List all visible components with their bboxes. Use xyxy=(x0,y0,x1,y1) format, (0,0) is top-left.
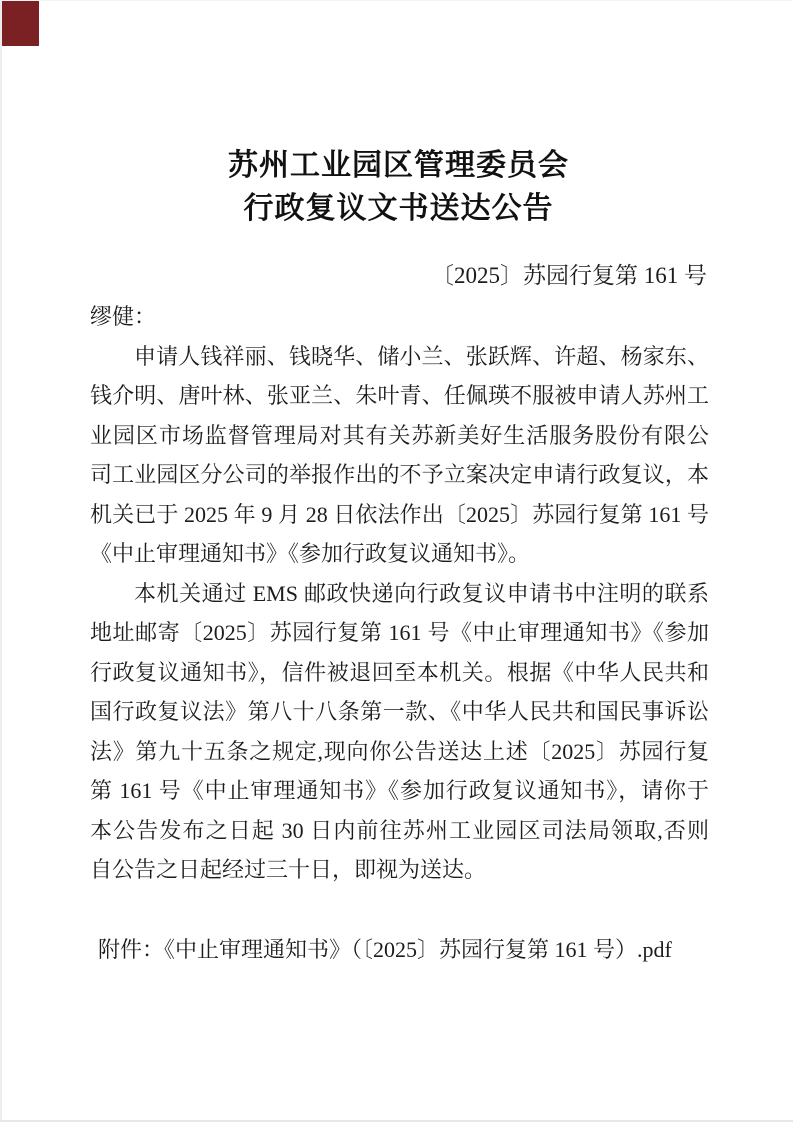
document-body xyxy=(90,297,709,890)
para1-line-5: 机关已于 2025 年 9 月 28 日依法作出〔2025〕苏园行复第 161 号 xyxy=(90,501,709,527)
para2-line-3: 行政复议通知书》，信件被退回至本机关。根据《中华人民共和 xyxy=(90,659,709,685)
para2-line-4: 国行政复议法》第八十八条第一款、《中华人民共和国民事诉讼 xyxy=(90,699,709,724)
scan-corner-mark xyxy=(2,1,39,46)
doc-number: 〔2025〕苏园行复第 161 号 xyxy=(431,263,707,288)
para2-line-8: 自公告之日起经过三十日，即视为送达。 xyxy=(90,857,487,882)
title-line-2: 行政复议文书送达公告 xyxy=(243,192,554,225)
para1-line-6: 《中止审理通知书》《参加行政复议通知书》。 xyxy=(90,541,531,566)
document-title xyxy=(2,144,793,230)
para1-line-1: 申请人钱祥丽、钱晓华、储小兰、张跃辉、许超、杨家东、 xyxy=(134,343,709,369)
para1-line-3: 业园区市场监督管理局对其有关苏新美好生活服务股份有限公 xyxy=(90,422,709,448)
para1-line-4: 司工业园区分公司的举报作出的不予立案决定申请行政复议，本 xyxy=(90,462,709,487)
para2-line-6: 第 161 号《中止审理通知书》《参加行政复议通知书》，请你于 xyxy=(90,778,709,803)
para2-line-1: 本机关通过 EMS 邮政快递向行政复议申请书中注明的联系 xyxy=(134,580,709,606)
para2-line-2: 地址邮寄〔2025〕苏园行复第 161 号《中止审理通知书》《参加 xyxy=(90,620,709,645)
para2-line-5: 法》第九十五条之规定,现向你公告送达上述〔2025〕苏园行复 xyxy=(90,738,709,764)
addressee: 缪健： xyxy=(90,304,157,329)
para1-line-2: 钱介明、唐叶林、张亚兰、朱叶青、任佩瑛不服被申请人苏州工 xyxy=(90,383,709,408)
para2-line-7: 本公告发布之日起 30 日内前往苏州工业园区司法局领取,否则 xyxy=(90,817,709,843)
attachment-line: 附件：《中止审理通知书》（〔2025〕苏园行复第 161 号）.pdf xyxy=(98,937,672,962)
title-line-1: 苏州工业园区管理委员会 xyxy=(228,149,569,182)
